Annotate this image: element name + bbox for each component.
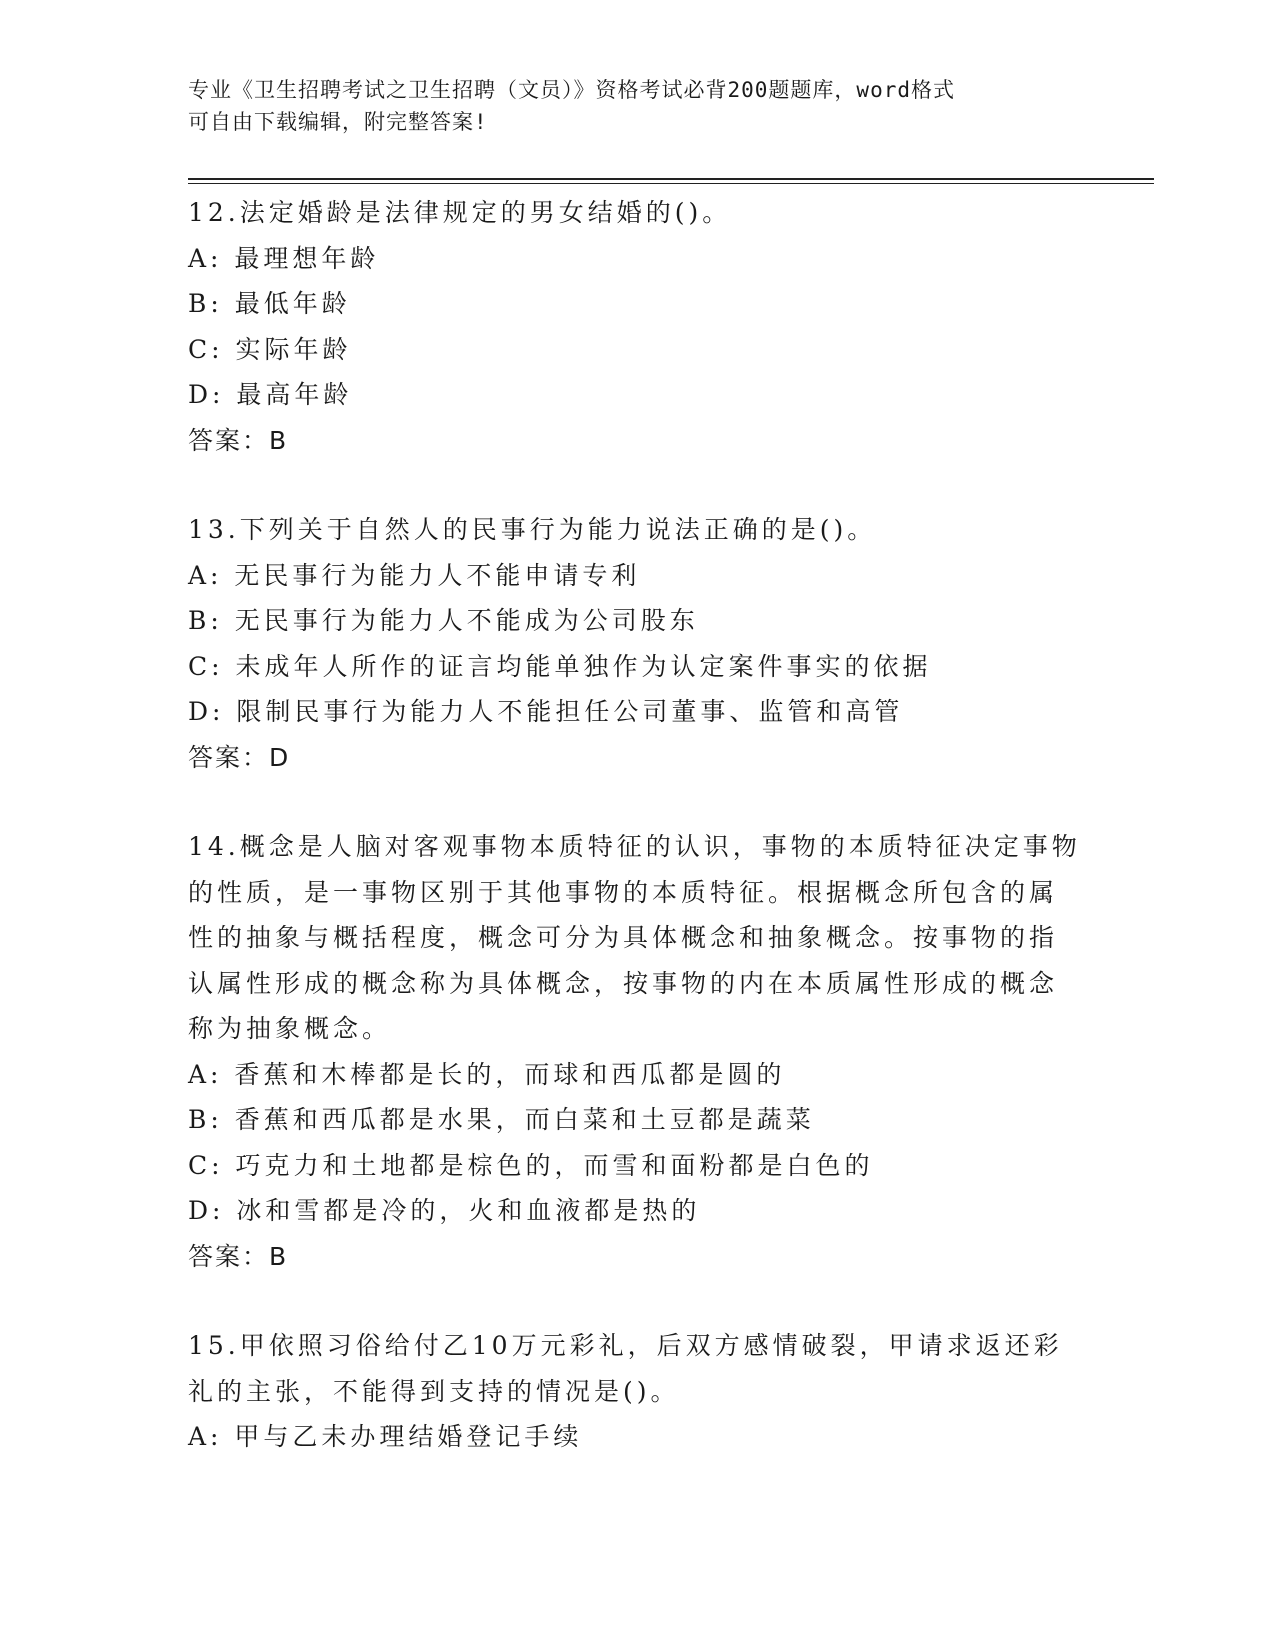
header-line: 可自由下载编辑，附完整答案! [188,110,488,134]
question-stem: 认属性形成的概念称为具体概念，按事物的内在本质属性形成的概念 [188,968,1059,998]
option-a: A: 甲与乙未办理结婚登记手续 [188,1422,583,1451]
question-stem: 的性质，是一事物区别于其他事物的本质特征。根据概念所包含的属 [188,877,1059,907]
question-stem: 礼的主张，不能得到支持的情况是()。 [188,1376,680,1406]
question-list [188,190,1088,1504]
document-header [188,74,1068,138]
answer-line: 答案：B [188,1241,289,1271]
option-b: B: 最低年龄 [188,289,351,318]
question-stem: 12.法定婚龄是法律规定的男女结婚的()。 [188,198,732,227]
header-divider-thin [188,183,1154,184]
header-line: 专业《卫生招聘考试之卫生招聘（文员）》资格考试必背200题题库，word格式 [188,78,955,102]
option-a: A: 香蕉和木棒都是长的，而球和西瓜都是圆的 [188,1059,786,1089]
option-c: C: 未成年人所作的证言均能单独作为认定案件事实的依据 [188,651,932,681]
question-15 [188,1323,1088,1460]
option-b: B: 香蕉和西瓜都是水果，而白菜和土豆都是蔬菜 [188,1105,815,1134]
question-stem: 15.甲依照习俗给付乙10万元彩礼，后双方感情破裂，甲请求返还彩 [188,1331,1063,1360]
option-a: A: 最理想年龄 [188,243,380,273]
question-12 [188,190,1088,463]
option-a: A: 无民事行为能力人不能申请专利 [188,560,641,590]
question-stem: 14.概念是人脑对客观事物本质特征的认识，事物的本质特征决定事物 [188,832,1081,861]
question-13 [188,507,1088,780]
question-stem: 称为抽象概念。 [188,1014,392,1043]
option-b: B: 无民事行为能力人不能成为公司股东 [188,606,699,635]
answer-line: 答案：B [188,425,289,455]
option-c: C: 实际年龄 [188,334,352,364]
option-d: D: 冰和雪都是冷的，火和血液都是热的 [188,1196,701,1225]
question-14 [188,824,1088,1279]
answer-line: 答案：D [188,742,291,772]
header-divider [188,178,1154,180]
option-d: D: 限制民事行为能力人不能担任公司董事、监管和高管 [188,697,904,726]
question-stem: 13.下列关于自然人的民事行为能力说法正确的是()。 [188,515,877,544]
question-stem: 性的抽象与概括程度，概念可分为具体概念和抽象概念。按事物的指 [188,923,1059,952]
option-c: C: 巧克力和土地都是棕色的，而雪和面粉都是白色的 [188,1150,874,1180]
option-d: D: 最高年龄 [188,380,353,409]
